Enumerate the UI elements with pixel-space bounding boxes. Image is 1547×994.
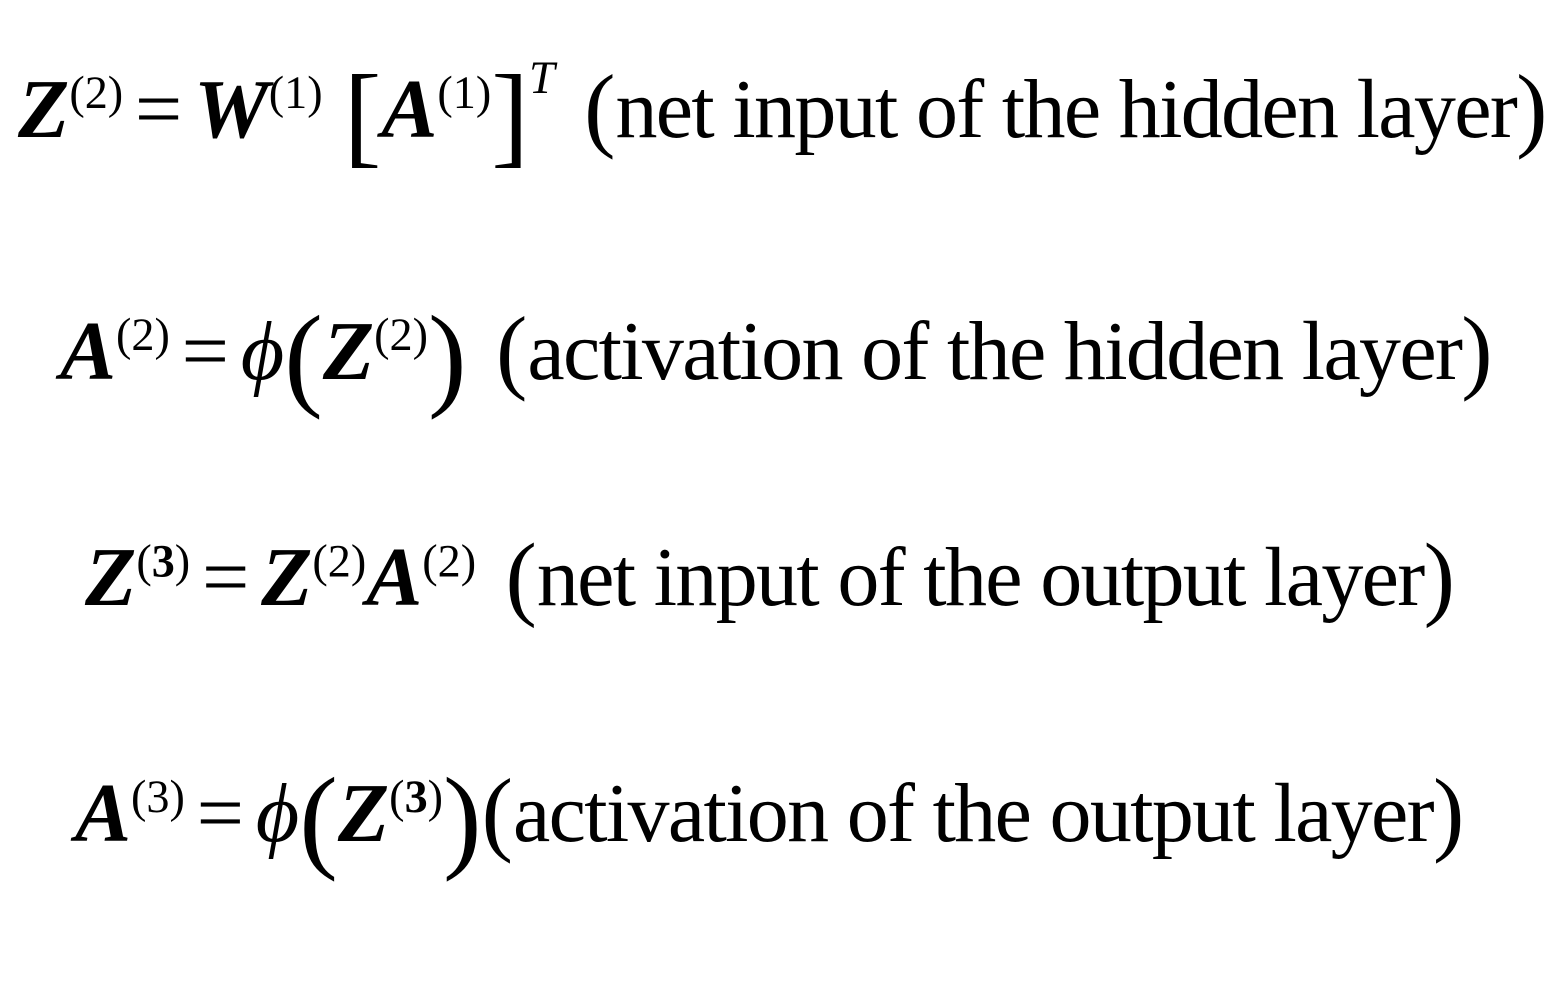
var-z: Z <box>18 62 70 156</box>
var-a: A <box>366 531 423 625</box>
equation-description: net input of the output layer <box>536 531 1424 625</box>
right-bracket: ] <box>491 51 530 178</box>
var-a: A <box>60 304 117 398</box>
close-paren: ) <box>428 293 467 421</box>
open-paren: ( <box>496 298 528 403</box>
open-paren: ( <box>505 525 537 629</box>
phi-function: ϕ <box>255 766 300 860</box>
open-paren: ( <box>299 755 338 883</box>
var-z: Z <box>261 531 313 625</box>
var-z: Z <box>322 304 375 398</box>
superscript: (3) <box>389 771 444 823</box>
equation-output-net-input <box>85 525 1455 629</box>
superscript: (2) <box>69 67 124 119</box>
open-paren: ( <box>284 293 323 421</box>
superscript: (2) <box>422 535 477 587</box>
equals-sign: = <box>181 304 230 398</box>
close-paren: ) <box>1432 760 1465 865</box>
phi-function: ϕ <box>240 304 285 398</box>
equation-hidden-net-input <box>18 51 1547 178</box>
var-z: Z <box>85 531 137 625</box>
close-paren: ) <box>1461 298 1493 403</box>
equation-hidden-activation <box>60 293 1493 421</box>
equation-output-activation <box>75 755 1465 883</box>
superscript: (3) <box>131 771 185 823</box>
open-paren: ( <box>584 56 616 161</box>
equals-sign: = <box>201 531 250 625</box>
superscript: (2) <box>312 535 367 587</box>
close-paren: ) <box>1516 56 1547 161</box>
transpose-superscript: T <box>529 52 555 103</box>
equation-description: activation of the output layer <box>513 766 1433 860</box>
close-paren: ) <box>443 755 482 883</box>
superscript: (1) <box>268 67 323 119</box>
var-a: A <box>75 766 132 860</box>
superscript: (2) <box>374 309 429 361</box>
superscript: (2) <box>116 309 170 361</box>
superscript: (1) <box>437 67 492 119</box>
equals-sign: = <box>196 766 245 860</box>
equation-description: activation of the hidden layer <box>527 304 1462 398</box>
open-paren: ( <box>481 760 513 865</box>
var-z: Z <box>337 766 390 860</box>
equals-sign: = <box>134 62 183 156</box>
close-paren: ) <box>1423 525 1455 629</box>
var-w: W <box>194 62 269 156</box>
superscript: (3) <box>136 535 191 587</box>
left-bracket: [ <box>343 51 382 178</box>
var-a: A <box>381 62 438 156</box>
equation-description: net input of the hidden layer <box>615 62 1517 156</box>
